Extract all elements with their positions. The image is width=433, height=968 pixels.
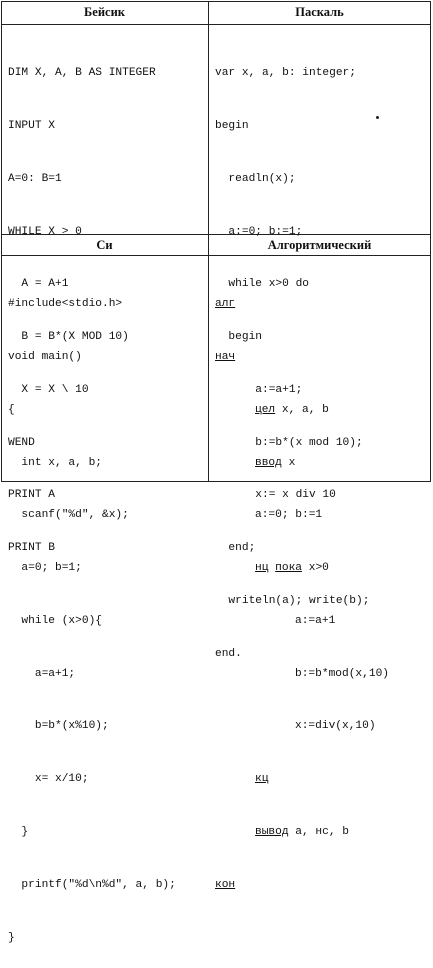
code-line: DIM X, A, B AS INTEGER bbox=[8, 67, 156, 80]
code-line: x:= x div 10 bbox=[215, 489, 336, 502]
code-comparison-table bbox=[1, 1, 431, 944]
code-line: begin bbox=[215, 331, 262, 344]
code-line bbox=[215, 824, 389, 842]
keyword-kon: кон bbox=[215, 878, 236, 891]
code-line: x= x/10; bbox=[8, 773, 89, 786]
code-text: x bbox=[281, 456, 296, 469]
table-border-top bbox=[1, 1, 431, 2]
header-algorithmic: Алгоритмический bbox=[267, 238, 372, 252]
code-line: a=a+1; bbox=[8, 667, 76, 680]
code-line: b:=b*mod(x,10) bbox=[295, 667, 389, 680]
code-line: A = A+1 bbox=[8, 278, 69, 291]
code-line: int x, a, b; bbox=[8, 456, 102, 469]
code-line: a:=a+1; bbox=[215, 383, 303, 396]
code-line bbox=[215, 560, 389, 578]
code-line bbox=[215, 402, 389, 420]
code-line: } bbox=[8, 826, 29, 838]
code-line: var x, a, b: integer; bbox=[215, 67, 356, 80]
code-line: void main() bbox=[8, 350, 82, 363]
code-line: a=0; b=1; bbox=[8, 562, 82, 575]
code-line bbox=[215, 455, 389, 473]
code-line: begin bbox=[215, 119, 249, 132]
code-line: B = B*(X MOD 10) bbox=[8, 331, 129, 344]
code-line: A=0: B=1 bbox=[8, 172, 62, 185]
keyword-vyvod: вывод bbox=[255, 826, 289, 838]
code-line: WEND bbox=[8, 436, 35, 449]
code-line: end. bbox=[215, 647, 242, 660]
code-line: } bbox=[8, 931, 15, 944]
keyword-poka: пока bbox=[275, 562, 303, 575]
code-line bbox=[215, 296, 389, 314]
code-line: a:=0; b:=1 bbox=[255, 509, 323, 522]
code-line: INPUT X bbox=[8, 119, 55, 132]
code-line bbox=[215, 349, 389, 367]
code-line: printf("%d\n%d", a, b); bbox=[8, 878, 176, 891]
header-c: Си bbox=[96, 238, 113, 252]
code-line: scanf("%d", &x); bbox=[8, 509, 129, 522]
header-pascal: Паскаль bbox=[295, 5, 344, 19]
code-line: PRINT B bbox=[8, 542, 55, 555]
code-text: x, a, b bbox=[275, 403, 329, 416]
keyword-alg: алг bbox=[215, 298, 236, 311]
code-line: { bbox=[8, 403, 15, 416]
code-line: #include<stdio.h> bbox=[8, 298, 123, 311]
stray-dot-mark bbox=[376, 116, 379, 119]
keyword-nc: нц bbox=[255, 562, 269, 575]
header-basic: Бейсик bbox=[84, 5, 125, 19]
keyword-kc: кц bbox=[255, 773, 269, 786]
code-text: x>0 bbox=[302, 562, 329, 575]
code-line: while x>0 do bbox=[215, 278, 309, 291]
code-line: X = X \ 10 bbox=[8, 383, 89, 396]
code-line: while (x>0){ bbox=[8, 614, 102, 627]
code-text: a, нс, b bbox=[288, 826, 350, 838]
code-line: a:=a+1 bbox=[295, 614, 336, 627]
code-line: end; bbox=[215, 542, 256, 555]
header-rule-top bbox=[1, 24, 431, 25]
code-line: readln(x); bbox=[215, 172, 296, 185]
code-line: x:=div(x,10) bbox=[295, 720, 376, 733]
code-line: PRINT A bbox=[8, 489, 55, 502]
keyword-cel: цел bbox=[255, 403, 276, 416]
keyword-vvod: ввод bbox=[255, 456, 282, 469]
code-line: b:=b*(x mod 10); bbox=[215, 436, 363, 449]
code-line bbox=[215, 877, 389, 895]
algorithmic-code bbox=[215, 261, 389, 930]
code-line: WHILE X > 0 bbox=[8, 225, 82, 238]
keyword-nach: нач bbox=[215, 350, 236, 363]
code-line: a:=0; b:=1; bbox=[215, 225, 303, 238]
code-line bbox=[215, 771, 389, 789]
c-code bbox=[8, 261, 176, 968]
code-line: writeln(a); write(b); bbox=[215, 595, 370, 607]
table-border-right bbox=[430, 1, 431, 482]
code-line: b=b*(x%10); bbox=[8, 720, 109, 733]
